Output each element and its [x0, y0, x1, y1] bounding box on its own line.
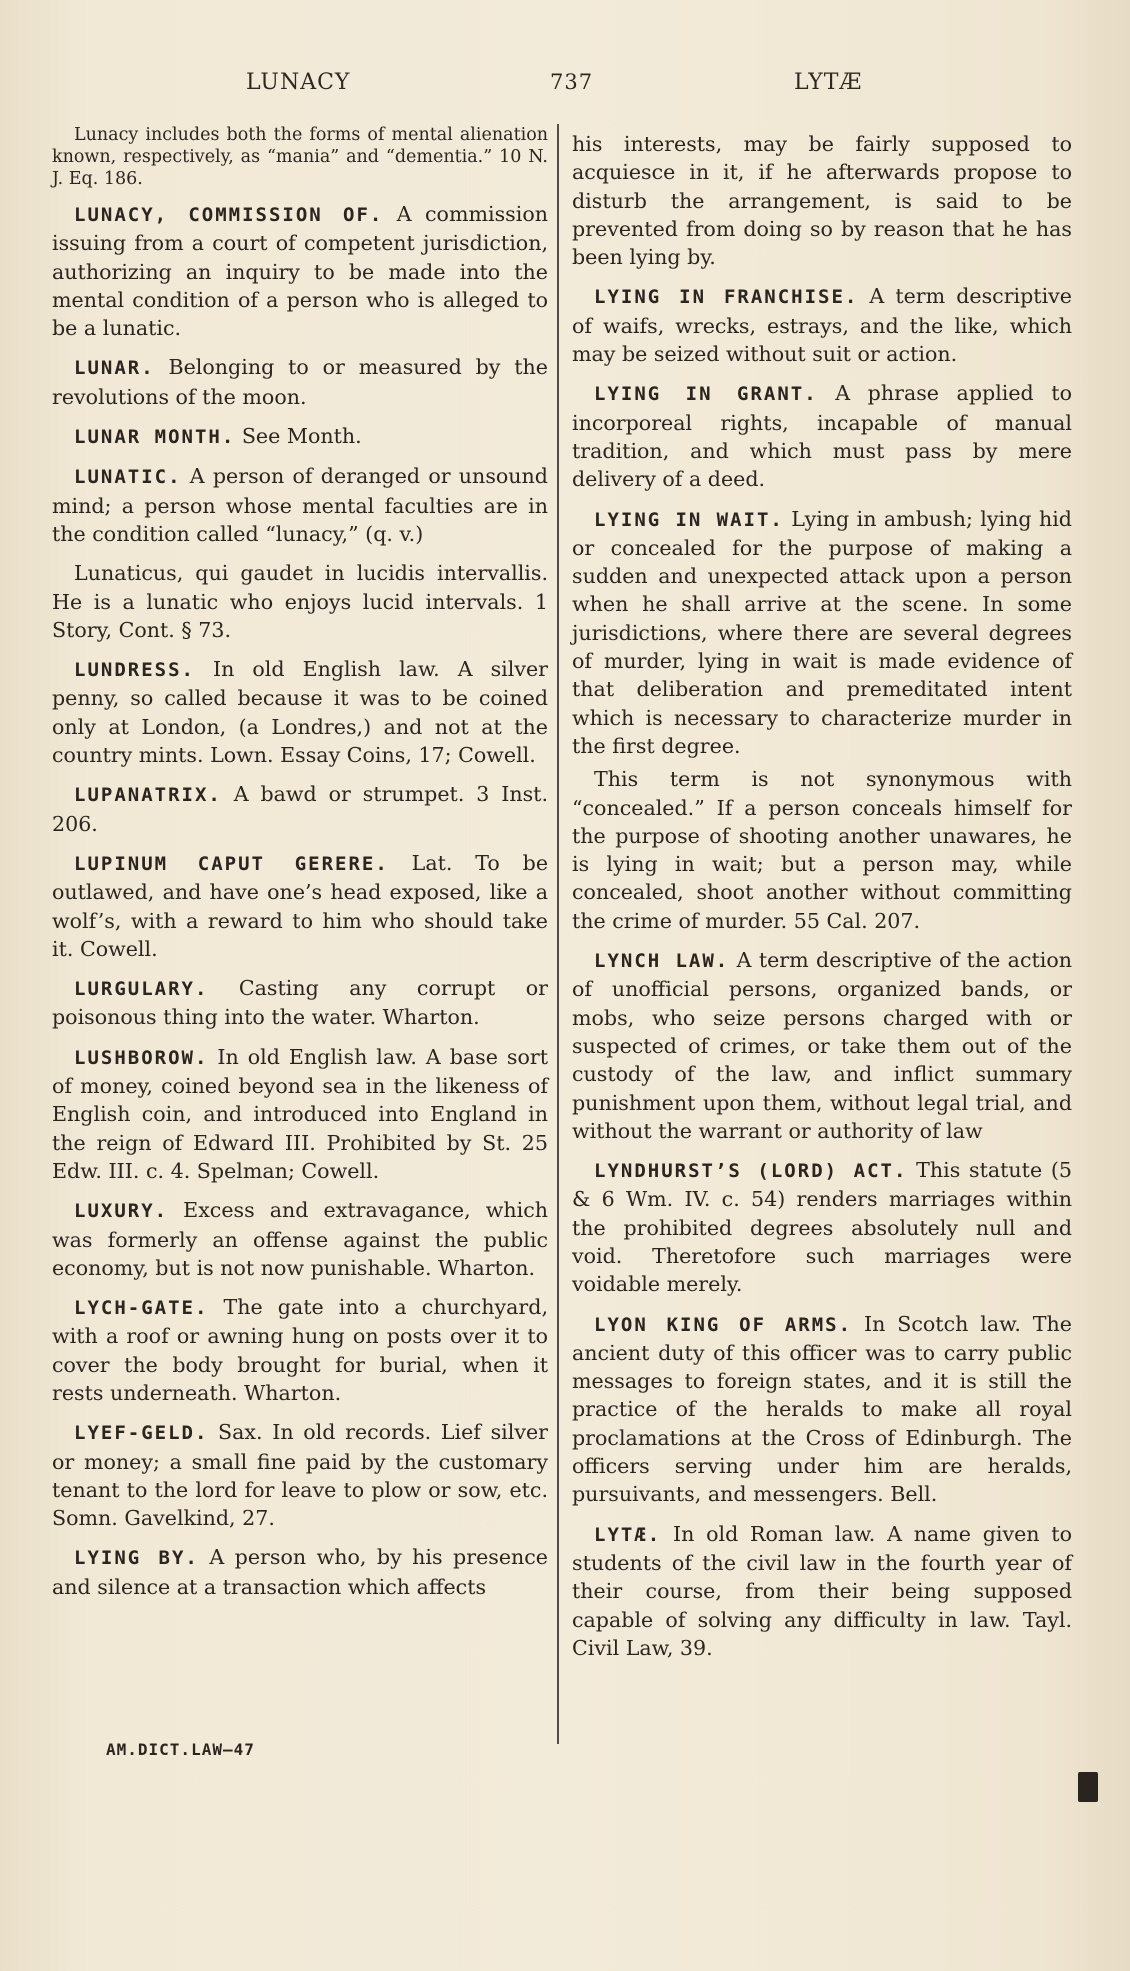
dictionary-entry [572, 505, 1072, 761]
entry-headword: LYNCH LAW. [594, 950, 730, 973]
entry-text: Casting any corrupt or poisonous thing into the water. Wharton. [52, 976, 548, 1030]
running-head-left: LUNACY [246, 70, 351, 95]
entry-text: In Scotch law. The ancient duty of this officer was to carry public messages to foreign states, and it is still the practice of the heralds to make all royal proclamations at the Cross of Edinburgh. The officers serving under him are heralds, pursuivants, and messengers. Bell. [572, 1311, 1072, 1507]
entry-headword: LYING IN GRANT. [594, 383, 818, 406]
entry-text: Lat. To be outlawed, and have one’s head exposed, like a wolf’s, with a reward to him who should take it. Cowell. [52, 850, 549, 961]
dictionary-entry [52, 124, 548, 190]
entry-text: A person who, by his presence and silence at a transaction which affects [52, 1545, 548, 1599]
entry-text: his interests, may be fairly supposed to acquiesce in it, if he afterwards propose to disturb the arrangement, is said to be prevented from doing so by reason that he has been lying by. [572, 132, 1072, 270]
signature-mark: AM.DICT.LAW—47 [106, 1740, 255, 1759]
dictionary-entry [52, 655, 548, 769]
dictionary-entry [52, 1196, 548, 1282]
dictionary-entry [572, 130, 1072, 271]
entry-text: In old Roman law. A name given to students of the civil law in the fourth year of their course, from their being supposed capable of solving any difficulty in law. Tayl. Civil Law, 39. [572, 1521, 1072, 1660]
dictionary-entry [52, 780, 548, 838]
dictionary-entry [52, 200, 548, 342]
left-column [52, 124, 548, 1612]
entry-headword: LUNAR MONTH. [74, 426, 236, 449]
entry-text: In old English law. A silver penny, so called because it was to be coined only at London, (a Londres,) and not at the country mints. Lown. Essay Coins, 17; Cowell. [52, 657, 548, 768]
thumb-index-tab [1078, 1772, 1098, 1802]
entry-text: A term descriptive of waifs, wrecks, estrays, and the like, which may be seized without suit or action. [572, 284, 1072, 367]
entry-headword: LUPINUM CAPUT GERERE. [74, 852, 389, 875]
entry-text: A term descriptive of the action of unofficial persons, organized bands, or mobs, who seize persons charged with or suspected of crimes, or take them out of the custody of the law, and inflict summary punishment upon them, without legal trial, and without the warrant or authority of law [572, 948, 1072, 1143]
entry-text: A bawd or strumpet. 3 Inst. 206. [52, 782, 548, 836]
dictionary-entry [52, 1043, 548, 1185]
entry-text: Lunacy includes both the forms of mental alienation known, respectively, as “mania” and “dementia.” 10 N. J. Eq. 186. [52, 125, 548, 189]
entry-headword: LYNDHURST’S (LORD) ACT. [594, 1160, 908, 1183]
running-head-right: LYTÆ [794, 70, 863, 95]
entry-headword: LYING BY. [74, 1547, 199, 1570]
entry-text: The gate into a churchyard, with a roof or awning hung on posts over it to cover the body brought for burial, when it rests underneath. Wharton. [52, 1295, 548, 1405]
entry-text: Excess and extravagance, which was formerly an offense against the public economy, but is not now punishable. Wharton. [52, 1198, 548, 1280]
entry-text: A phrase applied to incorporeal rights, incapable of manual tradition, and which must pass by mere delivery of a deed. [572, 381, 1072, 492]
entry-headword: LYING IN FRANCHISE. [594, 286, 859, 309]
entry-headword: LYTÆ. [594, 1523, 662, 1546]
entry-headword: LUNATIC. [74, 466, 182, 489]
entry-text: A person of deranged or unsound mind; a person whose mental faculties are in the condition called “lunacy,” (q. v.) [52, 464, 548, 546]
entry-headword: LYON KING OF ARMS. [594, 1313, 853, 1336]
entry-text: Lunaticus, qui gaudet in lucidis intervallis. He is a lunatic who enjoys lucid intervals. 1 Story, Cont. § 73. [52, 561, 548, 642]
entry-text: A commission issuing from a court of competent jurisdiction, authorizing an inquiry to be made into the mental condition of a person who is alleged to be a lunatic. [52, 202, 548, 341]
column-divider [557, 124, 559, 1744]
entry-text: Sax. In old records. Lief silver or money; a small fine paid by the customary tenant to the lord for leave to plow or sow, etc. Somn. Gavelkind, 27. [52, 1420, 548, 1531]
entry-text: Lying in ambush; lying hid or concealed for the purpose of making a sudden and unexpected attack upon a person when he shall arrive at the scene. In some jurisdictions, where there are several degrees of murder, lying in wait is made evidence of that deliberation and premeditated intent which is necessary to characterize murder in the first degree. [572, 506, 1072, 758]
dictionary-entry [52, 849, 548, 963]
dictionary-entry [572, 1156, 1072, 1298]
dictionary-entry [52, 462, 548, 548]
dictionary-entry [52, 559, 548, 644]
dictionary-entry [572, 765, 1072, 935]
entry-headword: LUNAR. [74, 357, 155, 380]
dictionary-entry [572, 1520, 1072, 1662]
entry-headword: LUNACY, COMMISSION OF. [74, 204, 384, 226]
entry-headword: LYCH-GATE. [74, 1297, 209, 1320]
entry-headword: LUSHBOROW. [74, 1046, 209, 1069]
dictionary-entry [52, 974, 548, 1032]
entry-text: See Month. [235, 424, 362, 449]
dictionary-entry [52, 1418, 548, 1532]
entry-text: Belonging to or measured by the revolutions of the moon. [52, 355, 548, 409]
entry-text: In old English law. A base sort of money, coined beyond sea in the likeness of English coin, and introduced into England in the reign of Edward III. Prohibited by St. 25 Edw. III. c. 4. Spelman; Cowell. [52, 1044, 548, 1183]
entry-headword: LYING IN WAIT. [594, 508, 784, 531]
entry-headword: LUPANATRIX. [74, 784, 222, 807]
dictionary-entry [572, 1310, 1072, 1509]
dictionary-entry [572, 379, 1072, 493]
entry-headword: LYEF-GELD. [74, 1422, 209, 1445]
dictionary-entry [52, 353, 548, 411]
page-number: 737 [550, 70, 594, 94]
entry-headword: LUXURY. [74, 1200, 169, 1223]
entry-headword: LURGULARY. [74, 978, 209, 1001]
entry-text: This term is not synonymous with “concealed.” If a person conceals himself for the purpose of shooting another unawares, he is lying in wait; but a person may, while concealed, shoot another without committing the crime of murder. 55 Cal. 207. [572, 767, 1072, 933]
entry-headword: LUNDRESS. [74, 659, 195, 682]
entry-text: This statute (5 & 6 Wm. IV. c. 54) renders marriages within the prohibited degrees absolutely null and void. Theretofore such marriages were voidable merely. [572, 1158, 1072, 1297]
dictionary-entry [52, 1543, 548, 1601]
right-column [572, 130, 1072, 1673]
dictionary-entry [572, 282, 1072, 368]
dictionary-entry [52, 1293, 548, 1407]
dictionary-entry [52, 422, 548, 451]
dictionary-entry [572, 946, 1072, 1145]
